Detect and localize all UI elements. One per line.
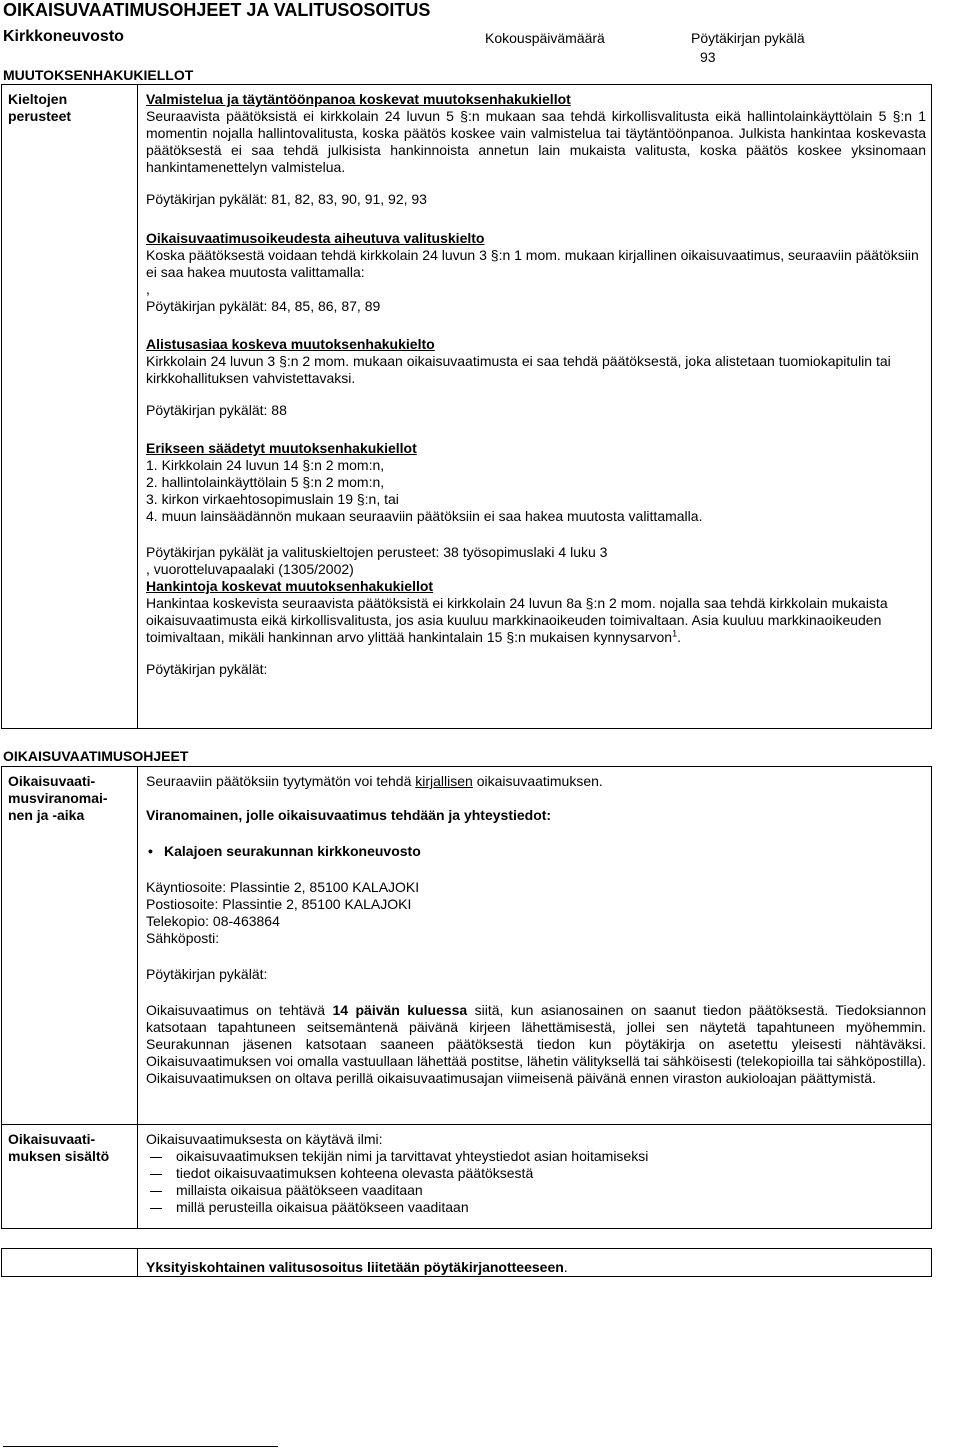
erikseen-sections-line1: Pöytäkirjan pykälät ja valituskieltojen perusteet: 38 työsopimuslaki 4 luku 3 bbox=[146, 544, 608, 560]
valmistelu-heading: Valmistelua ja täytäntöönpanoa koskevat muutoksenhakukiellot bbox=[146, 91, 571, 107]
muutoksenhakukiellot-heading: MUUTOKSENHAKUKIELLOT bbox=[3, 67, 194, 83]
hankinta-text: Hankintaa koskevista seuraavista päätöksistä ei kirkkolain 24 luvun 8a §:n 2 mom. nojalla saa tehdä kirkkolain mukaista oikaisuvaatimusta eikä kirkollisvalitusta, jos asia kuuluu markkinaoikeuden toimivaltaan. Asia kuuluu markkinaoikeuden toimivaltaan, mikäli hankinnan arvo ylittää hankintalain 15 §:n mukaisen kynnysarvon bbox=[146, 595, 888, 645]
intro-underlined: kirjallisen bbox=[415, 773, 473, 789]
kiellot-left-label: Kieltojen perusteet bbox=[8, 91, 72, 124]
email-label: Sähköposti: bbox=[146, 930, 220, 946]
sisalto-item: millaista oikaisua päätökseen vaaditaan bbox=[146, 1182, 926, 1199]
deadline-pre: Oikaisuvaatimus on tehtävä bbox=[146, 1002, 333, 1018]
oikaisu-sections: Pöytäkirjan pykälät: 84, 85, 86, 87, 89 bbox=[146, 298, 381, 314]
hankinta-heading: Hankintoja koskevat muutoksenhakukiellot bbox=[146, 578, 434, 594]
erikseen-sections-line2: , vuorotteluvapaalaki (1305/2002) bbox=[146, 561, 354, 577]
intro-post: oikaisuvaatimuksen. bbox=[472, 773, 603, 789]
sisalto-content bbox=[146, 1131, 926, 1216]
valmistelu-text: Seuraavista päätöksistä ei kirkkolain 24 luvun 5 §:n mukaan saa tehdä kirkollisvalitusta eikä hallintolainkäyttölain 5 §:n 1 momentin nojalla hallintovalitusta, koska päätös koskee vain valmistelua tai täytäntöönpanoa. Julkista hankintaa koskevasta päätöksestä ei saa tehdä julkisista hankinnoista annetun lain mukaista valitusta, koska päätös koskee yksinomaan hankintamenettelyn valmistelua. bbox=[146, 108, 926, 175]
yksityis-note bbox=[146, 1259, 568, 1276]
viranomainen-sections: Pöytäkirjan pykälät: bbox=[146, 966, 268, 982]
viranomainen-content bbox=[146, 773, 926, 1087]
sisalto-item: millä perusteilla oikaisua päätökseen vaaditaan bbox=[146, 1199, 926, 1216]
yksityis-end: . bbox=[563, 1259, 568, 1275]
hankinta-text-end: . bbox=[677, 629, 681, 645]
ohjeet-divider bbox=[137, 766, 138, 1229]
erikseen-heading: Erikseen säädetyt muutoksenhakukiellot bbox=[146, 440, 417, 456]
section-number: 93 bbox=[700, 49, 716, 65]
viranomainen-intro bbox=[146, 773, 926, 790]
alistus-heading: Alistusasiaa koskeva muutoksenhakukielto bbox=[146, 336, 435, 352]
sisalto-list bbox=[146, 1148, 926, 1216]
oikaisu-comma: , bbox=[146, 281, 150, 297]
sisalto-left-label: Oikaisuvaati-muksen sisältö bbox=[8, 1131, 110, 1164]
authority-name: • Kalajoen seurakunnan kirkkoneuvosto bbox=[146, 843, 926, 860]
sisalto-item: tiedot oikaisuvaatimuksen kohteena olevasta päätöksestä bbox=[146, 1165, 926, 1182]
sisalto-intro: Oikaisuvaatimuksesta on käytävä ilmi: bbox=[146, 1131, 383, 1147]
kiellot-content bbox=[146, 91, 926, 678]
oikaisu-heading: Oikaisuvaatimusoikeudesta aiheutuva valituskielto bbox=[146, 230, 485, 246]
erikseen-item-1: 1. Kirkkolain 24 luvun 14 §:n 2 mom:n, bbox=[146, 457, 385, 473]
hankinta-sections: Pöytäkirjan pykälät: bbox=[146, 661, 268, 677]
body-name: Kirkkoneuvosto bbox=[3, 28, 124, 45]
erikseen-item-4: 4. muun lainsäädännön mukaan seuraaviin päätöksiin ei saa hakea muutosta valittamalla. bbox=[146, 508, 703, 524]
yksityis-text: Yksityiskohtainen valitusosoitus liitetään pöytäkirjanotteeseen bbox=[146, 1259, 564, 1275]
kiellot-divider bbox=[137, 84, 138, 729]
document-title: OIKAISUVAATIMUSOHJEET JA VALITUSOSOITUS bbox=[3, 0, 431, 20]
yksityis-divider bbox=[137, 1248, 138, 1277]
footnote-ref: 1 bbox=[672, 628, 678, 639]
erikseen-item-3: 3. kirkon virkaehtosopimuslain 19 §:n, tai bbox=[146, 491, 399, 507]
deadline-text bbox=[146, 1002, 926, 1087]
visit-address: Käyntiosoite: Plassintie 2, 85100 KALAJOKI bbox=[146, 879, 420, 895]
erikseen-item-2: 2. hallintolainkäyttölain 5 §:n 2 mom:n, bbox=[146, 474, 385, 490]
viranomainen-left-label: Oikaisuvaati-musviranomai-nen ja -aika bbox=[8, 773, 108, 823]
ohjeet-heading: OIKAISUVAATIMUSOHJEET bbox=[3, 748, 189, 764]
intro-pre: Seuraaviin päätöksiin tyytymätön voi tehdä bbox=[146, 773, 416, 789]
meeting-date-label: Kokouspäivämäärä bbox=[485, 30, 605, 46]
postal-address: Postiosoite: Plassintie 2, 85100 KALAJOKI bbox=[146, 896, 412, 912]
hankinta-text-wrap bbox=[146, 595, 926, 646]
authority-heading: Viranomainen, jolle oikaisuvaatimus tehdään ja yhteystiedot: bbox=[146, 807, 552, 823]
alistus-text: Kirkkolain 24 luvun 3 §:n 2 mom. mukaan oikaisuvaatimusta ei saa tehdä päätöksestä, joka alistetaan tuomiokapitulin tai kirkkohallituksen vahvistettavaksi. bbox=[146, 353, 891, 386]
ohjeet-row-divider bbox=[1, 1124, 932, 1125]
sisalto-item: oikaisuvaatimuksen tekijän nimi ja tarvittavat yhteystiedot asian hoitamiseksi bbox=[146, 1148, 926, 1165]
fax-number: Telekopio: 08-463864 bbox=[146, 913, 280, 929]
authority-list bbox=[146, 843, 926, 860]
alistus-sections: Pöytäkirjan pykälät: 88 bbox=[146, 402, 287, 418]
deadline-post: siitä, kun asianosainen on saanut tiedon päätöksestä. Tiedoksiannon katsotaan tapahtuneen seitsemäntenä päivänä kirjeen lähettämisestä, jollei sen näytetä tapahtuneen myöhemmin. Seurakunnan jäsenen katsotaan saaneen päätöksestä tiedon kun pöytäkirja on asetettu yleisesti nähtäväksi. Oikaisuvaatimuksen voi omalla vastuullaan lähettää postitse, lähetin välityksellä tai sähköisesti (telekopioilla tai sähköpostilla). Oikaisuvaatimuksen on oltava perillä oikaisuvaatimusajan viimeisenä päivänä ennen viraston aukioloajan päättymistä. bbox=[146, 1002, 926, 1086]
valmistelu-sections: Pöytäkirjan pykälät: 81, 82, 83, 90, 91, 92, 93 bbox=[146, 191, 427, 207]
deadline-bold: 14 päivän kuluessa bbox=[332, 1002, 468, 1018]
footnote-separator bbox=[3, 1446, 278, 1447]
section-label: Pöytäkirjan pykälä bbox=[691, 30, 805, 46]
oikaisu-text: Koska päätöksestä voidaan tehdä kirkkolain 24 luvun 3 §:n 1 mom. mukaan kirjallinen oikaisuvaatimus, seuraaviin päätöksiin ei saa hakea muutosta valittamalla: bbox=[146, 247, 919, 280]
